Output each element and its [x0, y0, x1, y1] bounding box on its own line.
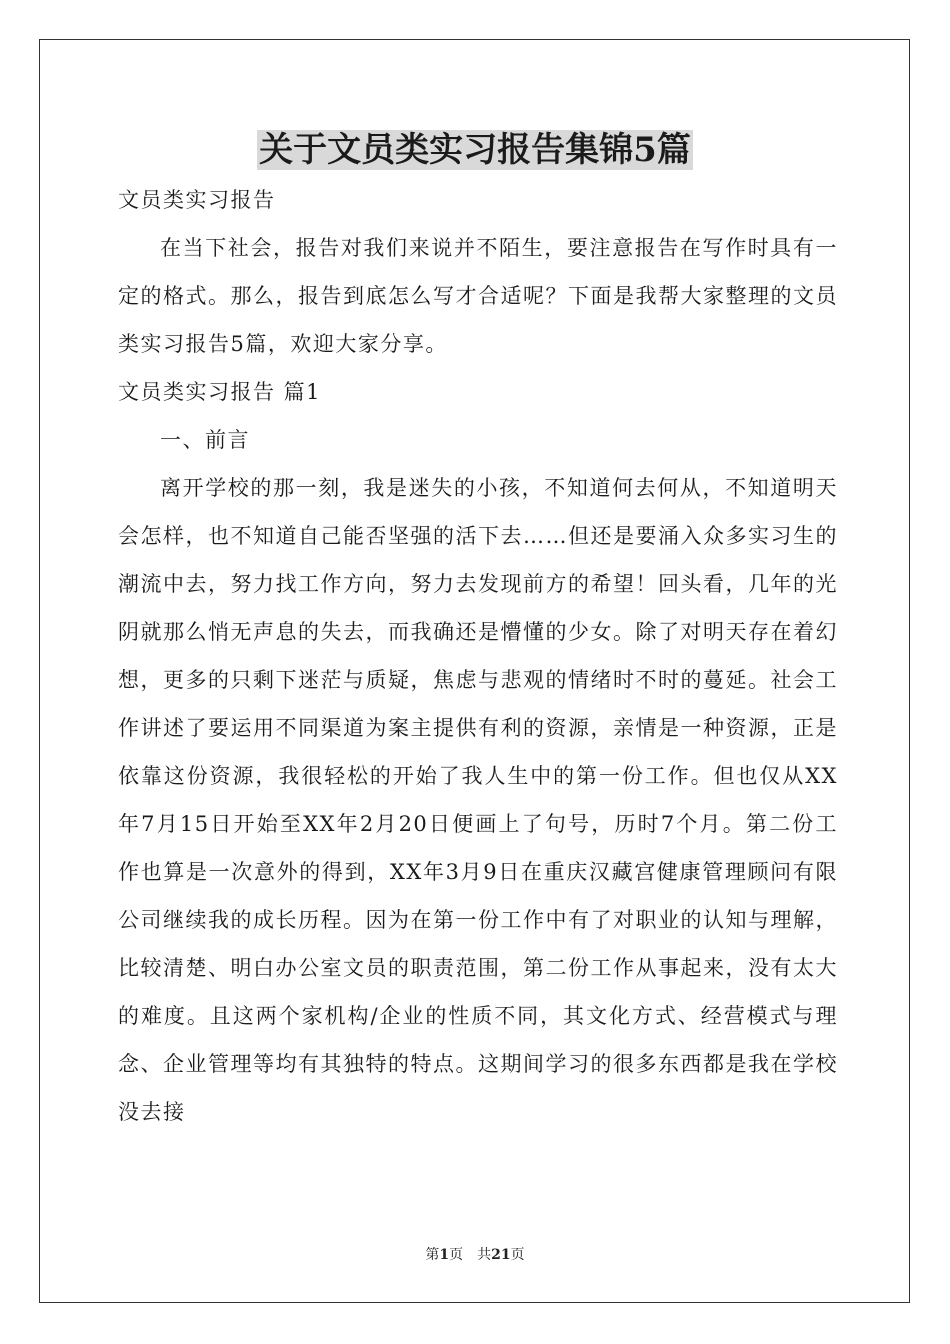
footer-page-number: 1: [439, 1247, 450, 1263]
document-title: [0, 124, 950, 176]
footer-page-mid: 页 共: [449, 1247, 492, 1263]
footer-page-suffix: 页: [510, 1247, 525, 1263]
document-body: [118, 176, 838, 1136]
subsection-heading: 一、前言: [160, 428, 250, 452]
footer-page-total: 21: [491, 1247, 511, 1263]
document-title-text: 关于文员类实习报告集锦5篇: [259, 130, 691, 170]
section-heading: 文员类实习报告 篇1: [118, 380, 322, 404]
body-paragraph: 离开学校的那一刻，我是迷失的小孩，不知道何去何从，不知道明天会怎样，也不知道自己能否坚强的活下去……但还是要涌入众多实习生的潮流中去，努力找工作方向，努力去发现前方的希望！回头看，几年的光阴就那么悄无声息的失去，而我确还是懵懂的少女。除了对明天存在着幻想，更多的只剩下迷茫与质疑，焦虑与悲观的情绪时不时的蔓延。社会工作讲述了要运用不同渠道为案主提供有利的资源，亲情是一种资源，正是依靠这份资源，我很轻松的开始了我人生中的第一份工作。但也仅从XX年7月15日开始至XX年2月20日便画上了句号，历时7个月。第二份工作也算是一次意外的得到，XX年3月9日在重庆汉藏宫健康管理顾问有限公司继续我的成长历程。因为在第一份工作中有了对职业的认知与理解，比较清楚、明白办公室文员的职责范围，第二份工作从事起来，没有太大的难度。且这两个家机构/企业的性质不同，其文化方式、经营模式与理念、企业管理等均有其独特的特点。这期间学习的很多东西都是我在学校没去接: [118, 476, 838, 1124]
intro-paragraph: 在当下社会，报告对我们来说并不陌生，要注意报告在写作时具有一定的格式。那么，报告到底怎么写才合适呢？下面是我帮大家整理的文员类实习报告5篇，欢迎大家分享。: [118, 236, 838, 356]
footer-page-prefix: 第: [425, 1247, 440, 1263]
page-footer: [0, 1244, 950, 1264]
document-subtitle: 文员类实习报告: [118, 188, 276, 212]
